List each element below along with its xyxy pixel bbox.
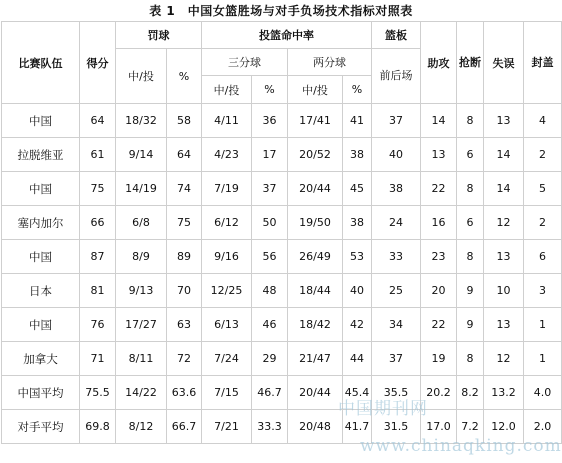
cell-tp: 4/11 <box>202 104 252 138</box>
cell-twp: 26/49 <box>288 240 343 274</box>
header-free-throw: 罚球 <box>116 22 202 49</box>
cell-tp: 6/13 <box>202 308 252 342</box>
cell-ft-pct: 89 <box>167 240 202 274</box>
cell-tp: 7/19 <box>202 172 252 206</box>
cell-reb: 37 <box>372 342 421 376</box>
cell-ast: 20 <box>421 274 457 308</box>
cell-tov: 13 <box>484 240 524 274</box>
cell-twp-pct: 41 <box>343 104 372 138</box>
cell-tp-pct: 36 <box>252 104 288 138</box>
cell-twp-pct: 42 <box>343 308 372 342</box>
cell-twp: 17/41 <box>288 104 343 138</box>
header-tp-pct: % <box>252 76 288 104</box>
cell-reb: 24 <box>372 206 421 240</box>
cell-ft: 17/27 <box>116 308 167 342</box>
table-row <box>2 206 562 240</box>
header-two-pt: 两分球 <box>288 49 372 76</box>
cell-tp-pct: 46 <box>252 308 288 342</box>
cell-tp: 4/23 <box>202 138 252 172</box>
cell-score: 75 <box>80 172 116 206</box>
cell-blk: 2 <box>524 138 562 172</box>
cell-tp-pct: 29 <box>252 342 288 376</box>
header-twp-made-att: 中/投 <box>288 76 343 104</box>
cell-score: 81 <box>80 274 116 308</box>
cell-blk: 4 <box>524 104 562 138</box>
cell-team: 加拿大 <box>2 342 80 376</box>
cell-twp: 20/52 <box>288 138 343 172</box>
header-field-goal: 投篮命中率 <box>202 22 372 49</box>
cell-twp: 20/44 <box>288 376 343 410</box>
cell-tp: 9/16 <box>202 240 252 274</box>
cell-score: 69.8 <box>80 410 116 444</box>
cell-team: 中国 <box>2 172 80 206</box>
cell-ft-pct: 63.6 <box>167 376 202 410</box>
cell-tp-pct: 50 <box>252 206 288 240</box>
cell-tp-pct: 33.3 <box>252 410 288 444</box>
cell-stl: 7.2 <box>457 410 484 444</box>
table-row <box>2 138 562 172</box>
cell-ast: 17.0 <box>421 410 457 444</box>
cell-ft-pct: 63 <box>167 308 202 342</box>
header-twp-pct: % <box>343 76 372 104</box>
cell-ft-pct: 64 <box>167 138 202 172</box>
cell-team: 日本 <box>2 274 80 308</box>
cell-score: 64 <box>80 104 116 138</box>
cell-reb: 33 <box>372 240 421 274</box>
cell-ast: 22 <box>421 308 457 342</box>
cell-stl: 8 <box>457 342 484 376</box>
table-row <box>2 308 562 342</box>
cell-tp-pct: 56 <box>252 240 288 274</box>
cell-team: 拉脱维亚 <box>2 138 80 172</box>
cell-ft: 8/11 <box>116 342 167 376</box>
cell-blk: 5 <box>524 172 562 206</box>
cell-tp-pct: 17 <box>252 138 288 172</box>
cell-tov: 14 <box>484 172 524 206</box>
cell-tp: 7/21 <box>202 410 252 444</box>
cell-score: 76 <box>80 308 116 342</box>
header-turnover: 失误 <box>484 22 524 104</box>
cell-twp: 18/44 <box>288 274 343 308</box>
cell-stl: 8 <box>457 104 484 138</box>
cell-team: 塞内加尔 <box>2 206 80 240</box>
cell-blk: 2 <box>524 206 562 240</box>
table-row <box>2 410 562 444</box>
table-row <box>2 172 562 206</box>
table-header <box>2 22 562 104</box>
cell-ast: 13 <box>421 138 457 172</box>
cell-twp-pct: 40 <box>343 274 372 308</box>
cell-ast: 20.2 <box>421 376 457 410</box>
cell-ft-pct: 72 <box>167 342 202 376</box>
cell-reb: 25 <box>372 274 421 308</box>
cell-ft: 8/12 <box>116 410 167 444</box>
cell-score: 66 <box>80 206 116 240</box>
cell-tp-pct: 37 <box>252 172 288 206</box>
cell-reb: 38 <box>372 172 421 206</box>
cell-blk: 6 <box>524 240 562 274</box>
cell-ft: 6/8 <box>116 206 167 240</box>
cell-blk: 1 <box>524 342 562 376</box>
cell-tp-pct: 48 <box>252 274 288 308</box>
cell-ft: 18/32 <box>116 104 167 138</box>
cell-tov: 14 <box>484 138 524 172</box>
cell-reb: 34 <box>372 308 421 342</box>
cell-ft: 9/13 <box>116 274 167 308</box>
header-block: 封盖 <box>524 22 562 104</box>
header-assist: 助攻 <box>421 22 457 104</box>
cell-stl: 9 <box>457 308 484 342</box>
table-row <box>2 376 562 410</box>
cell-stl: 8 <box>457 240 484 274</box>
header-ft-pct: % <box>167 49 202 104</box>
cell-score: 71 <box>80 342 116 376</box>
cell-score: 61 <box>80 138 116 172</box>
header-team: 比赛队伍 <box>2 22 80 104</box>
cell-tp-pct: 46.7 <box>252 376 288 410</box>
cell-tp: 12/25 <box>202 274 252 308</box>
cell-reb: 31.5 <box>372 410 421 444</box>
cell-ft: 14/19 <box>116 172 167 206</box>
header-front-back: 前后场 <box>372 49 421 104</box>
cell-reb: 37 <box>372 104 421 138</box>
header-rebound: 篮板 <box>372 22 421 49</box>
cell-tov: 12.0 <box>484 410 524 444</box>
cell-team: 中国 <box>2 104 80 138</box>
table-row <box>2 104 562 138</box>
table-caption: 表 1 中国女篮胜场与对手负场技术指标对照表 <box>149 4 413 18</box>
cell-team: 对手平均 <box>2 410 80 444</box>
cell-team: 中国 <box>2 240 80 274</box>
cell-ft: 8/9 <box>116 240 167 274</box>
header-score: 得分 <box>80 22 116 104</box>
cell-tov: 12 <box>484 342 524 376</box>
cell-ast: 19 <box>421 342 457 376</box>
cell-team: 中国平均 <box>2 376 80 410</box>
watermark-url: www.chinaqking.com <box>360 436 562 456</box>
cell-tov: 12 <box>484 206 524 240</box>
cell-ast: 23 <box>421 240 457 274</box>
cell-tov: 13 <box>484 308 524 342</box>
cell-score: 75.5 <box>80 376 116 410</box>
cell-ft: 9/14 <box>116 138 167 172</box>
header-three-pt: 三分球 <box>202 49 288 76</box>
cell-reb: 35.5 <box>372 376 421 410</box>
cell-stl: 8 <box>457 172 484 206</box>
technical-stats-table <box>1 21 562 444</box>
cell-twp-pct: 45.4 <box>343 376 372 410</box>
cell-twp: 21/47 <box>288 342 343 376</box>
cell-twp: 20/48 <box>288 410 343 444</box>
cell-tp: 7/24 <box>202 342 252 376</box>
cell-tov: 13 <box>484 104 524 138</box>
cell-ast: 14 <box>421 104 457 138</box>
cell-ast: 16 <box>421 206 457 240</box>
cell-twp: 18/42 <box>288 308 343 342</box>
cell-blk: 1 <box>524 308 562 342</box>
cell-ft-pct: 66.7 <box>167 410 202 444</box>
cell-blk: 2.0 <box>524 410 562 444</box>
cell-blk: 4.0 <box>524 376 562 410</box>
table-row <box>2 274 562 308</box>
cell-team: 中国 <box>2 308 80 342</box>
header-tp-made-att: 中/投 <box>202 76 252 104</box>
cell-ft-pct: 74 <box>167 172 202 206</box>
cell-reb: 40 <box>372 138 421 172</box>
cell-tp: 6/12 <box>202 206 252 240</box>
cell-stl: 6 <box>457 138 484 172</box>
cell-tp: 7/15 <box>202 376 252 410</box>
cell-twp-pct: 44 <box>343 342 372 376</box>
cell-ft-pct: 70 <box>167 274 202 308</box>
table-row <box>2 240 562 274</box>
cell-twp: 19/50 <box>288 206 343 240</box>
cell-stl: 9 <box>457 274 484 308</box>
watermark-text: 中国期刊网 <box>338 399 428 419</box>
table-row <box>2 342 562 376</box>
table-body <box>2 104 562 444</box>
cell-score: 87 <box>80 240 116 274</box>
cell-blk: 3 <box>524 274 562 308</box>
cell-twp-pct: 53 <box>343 240 372 274</box>
cell-ft-pct: 75 <box>167 206 202 240</box>
cell-twp-pct: 38 <box>343 138 372 172</box>
cell-tov: 13.2 <box>484 376 524 410</box>
cell-ft-pct: 58 <box>167 104 202 138</box>
header-ft-made-att: 中/投 <box>116 49 167 104</box>
cell-twp-pct: 45 <box>343 172 372 206</box>
cell-twp-pct: 38 <box>343 206 372 240</box>
cell-ft: 14/22 <box>116 376 167 410</box>
cell-stl: 8.2 <box>457 376 484 410</box>
cell-stl: 6 <box>457 206 484 240</box>
cell-twp: 20/44 <box>288 172 343 206</box>
cell-tov: 10 <box>484 274 524 308</box>
header-steal: 抢断 <box>457 22 484 104</box>
cell-twp-pct: 41.7 <box>343 410 372 444</box>
cell-ast: 22 <box>421 172 457 206</box>
